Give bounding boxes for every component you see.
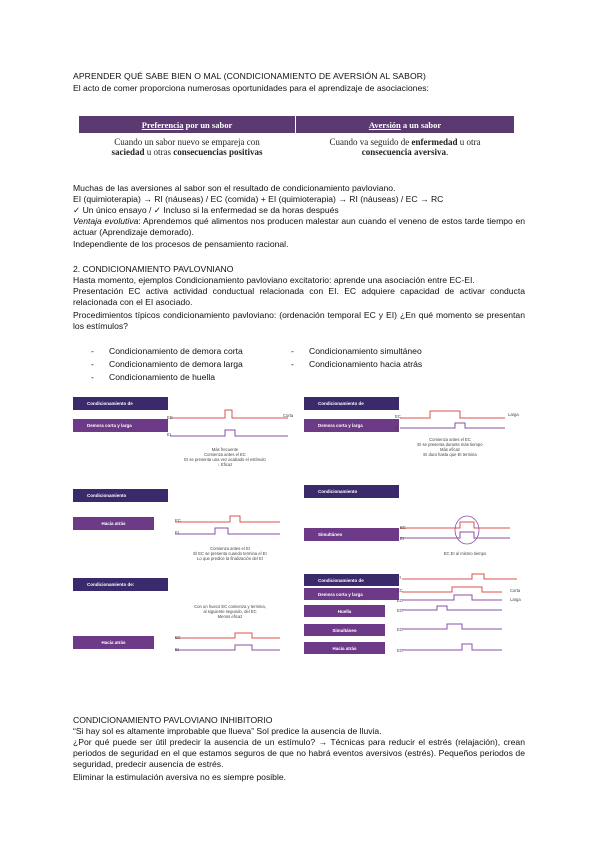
label-ei: EI <box>167 432 171 437</box>
paragraph-excitatory: Hasta momento, ejemplos Condicionamiento pavloviano excitatorio: aprende una asociación entre EC-EI. <box>73 275 475 285</box>
list-item: Condicionamiento de demora corta <box>109 346 243 356</box>
diagram-sub-tag: Simultáneo <box>304 528 399 541</box>
diagram-sub-tag: Demora corta y larga <box>73 419 168 432</box>
diagram-title-tag: Condicionamiento <box>304 485 399 498</box>
timeline-simultaneo <box>390 518 520 548</box>
label-ei: EI <box>400 536 404 541</box>
list-item: Condicionamiento hacia atrás <box>309 359 423 369</box>
caption-simultaneo: EC EI al mismo tiempo <box>443 551 487 556</box>
timeline-hacia-atras <box>170 512 290 542</box>
summary-tag: Demora corta y larga <box>304 588 399 600</box>
summary-tag: Condicionamiento de <box>304 574 399 586</box>
summary-tag: Simultáneo <box>304 624 385 636</box>
bullet-dash: - <box>291 359 294 369</box>
paragraph-independent: Independiente de los procesos de pensamiento racional. <box>73 239 289 249</box>
aversion-word: Aversión <box>368 119 401 130</box>
preference-line1: Cuando un sabor nuevo se empareja con <box>114 137 260 147</box>
label-ec: EC <box>397 648 403 653</box>
intro-text: El acto de comer proporciona numerosas oportunidades para el aprendizaje de asociaciones: <box>73 83 429 93</box>
table-cell-aversion <box>296 137 514 157</box>
summary-tag: Hacia atrás <box>304 642 385 654</box>
bullet-dash: - <box>91 346 94 356</box>
label-ec: EC <box>397 608 403 613</box>
label-corta: Corta <box>283 413 294 418</box>
label-ei: EI <box>175 647 179 652</box>
paragraph-safety-periods: ¿Por qué puede ser útil predecir la ausencia de un estímulo? → Técnicas para reducir el estrés (relajación), crean periodos de seguridad en el que estamos seguros de que no habrá eventos aversivos (estrés). Pequeños periodos de seguridad, predecir ausencia de estrés. <box>73 737 525 769</box>
label-ec: EC <box>400 525 406 530</box>
caption-huella: Con un hueco EC comienza y termina, al siguiente segundo, del EC Menos eficaz <box>194 604 266 619</box>
list-item: Condicionamiento de demora larga <box>109 359 243 369</box>
diagram-sub-tag: Demora corta y larga <box>304 419 399 432</box>
label-ei: EI <box>397 575 401 580</box>
label-ec: EC <box>167 415 173 420</box>
label-ec: EC <box>175 518 181 523</box>
timeline-demora-corta <box>160 408 295 444</box>
diagram-title-tag: Condicionamiento de <box>73 397 168 410</box>
label-ei: EI <box>175 530 179 535</box>
diagram-title-tag: Condicionamiento de: <box>73 578 168 591</box>
label-larga: Larga <box>510 597 521 602</box>
label-ec: EC <box>395 414 401 419</box>
paragraph-procedures: Procedimientos típicos condicionamiento pavloviano: (ordenación temporal EC y EI) ¿En qué momento se presentan los estímulos? <box>73 310 525 331</box>
timeline-huella <box>170 632 290 656</box>
caption-hacia-atras: Comienza antes el EI El EC se presenta cuando termina el EI Lo que predice la finalización del EI <box>193 546 267 561</box>
label-ec: EC <box>175 635 181 640</box>
summary-tag: Huella <box>304 605 385 617</box>
paragraph-eliminate: Eliminar la estimulación aversiva no es siempre posible. <box>73 772 287 782</box>
list-item: Condicionamiento simultáneo <box>309 346 422 356</box>
label-ec: EC <box>397 598 403 603</box>
bullet-dash: - <box>291 346 294 356</box>
bullet-dash: - <box>91 359 94 369</box>
preference-rest: por un sabor <box>185 119 233 130</box>
caption-demora-larga: Comienza antes el EC EI se presenta durante más tiempo Más eficaz EI dura hasta que EI termina <box>417 437 483 457</box>
paragraph-evolutionary: Ventaja evolutiva: Aprendemos qué alimentos nos producen malestar aun cuando el veneno de estos tarde tiempo en actuar (Aprendizaje demorado). <box>73 216 526 237</box>
paragraph-sun-rain: “Si hay sol es altamente improbable que llueva” Sol predice la ausencia de lluvia. <box>73 726 382 736</box>
diagram-sub-tag: Hacia atrás <box>73 636 154 649</box>
table-header-aversion <box>296 116 514 133</box>
aversion-line2: consecuencia aversiva. <box>361 147 449 157</box>
timeline-demora-larga <box>390 408 520 438</box>
label-ei: EI <box>395 425 399 430</box>
label-corta: Corta <box>510 588 521 593</box>
preference-word: Preferencia <box>141 119 184 130</box>
paragraph-checks: ✓ Un único ensayo / ✓ Incluso si la enfermedad se da horas después <box>73 205 339 215</box>
aversion-line1: Cuando va seguido de enfermedad u otra <box>329 137 481 147</box>
table-header-preference <box>79 116 295 133</box>
section-title-aversion: APRENDER QUÉ SABE BIEN O MAL (CONDICIONAMIENTO DE AVERSIÓN AL SABOR) <box>73 71 427 81</box>
list-item: Condicionamiento de huella <box>109 372 216 382</box>
paragraph-aversions: Muchas de las aversiones al sabor son el resultado de condicionamiento pavloviano. <box>73 183 396 193</box>
label-larga: Larga <box>508 412 519 417</box>
label-ec: EC <box>397 627 403 632</box>
table-cell-preference <box>79 137 295 157</box>
paragraph-presentation: Presentación EC activa actividad conductual relacionada con EI. EC adquiere capacidad de activar conducta relacionada con el EI asociado. <box>73 286 525 307</box>
timeline-summary <box>392 572 532 657</box>
section-title-pavlovian: 2. CONDICIONAMIENTO PAVLOVNIANO <box>73 264 234 274</box>
diagram-title-tag: Condicionamiento <box>73 489 168 502</box>
preference-line2: saciedad u otras consecuencias positivas <box>111 147 263 157</box>
section-title-inhibitory: CONDICIONAMIENTO PAVLOVIANO INHIBITORIO <box>73 715 273 725</box>
aversion-rest: a un sabor <box>402 119 442 130</box>
label-ec: EC <box>397 588 403 593</box>
diagram-title-tag: Condicionamiento de <box>304 397 399 410</box>
bullet-dash: - <box>91 372 94 382</box>
paragraph-formula: EI (quimioterapia) → RI (náuseas) / EC (comida) + EI (quimioterapia) → RI (náuseas) / EC → RC <box>73 194 444 204</box>
diagram-sub-tag: Hacia atrás <box>73 517 154 530</box>
caption-demora-corta: Más frecuente Comienza antes el EC EI se presenta una vez acabado el estímulo ↓ Eficaz <box>184 447 266 467</box>
